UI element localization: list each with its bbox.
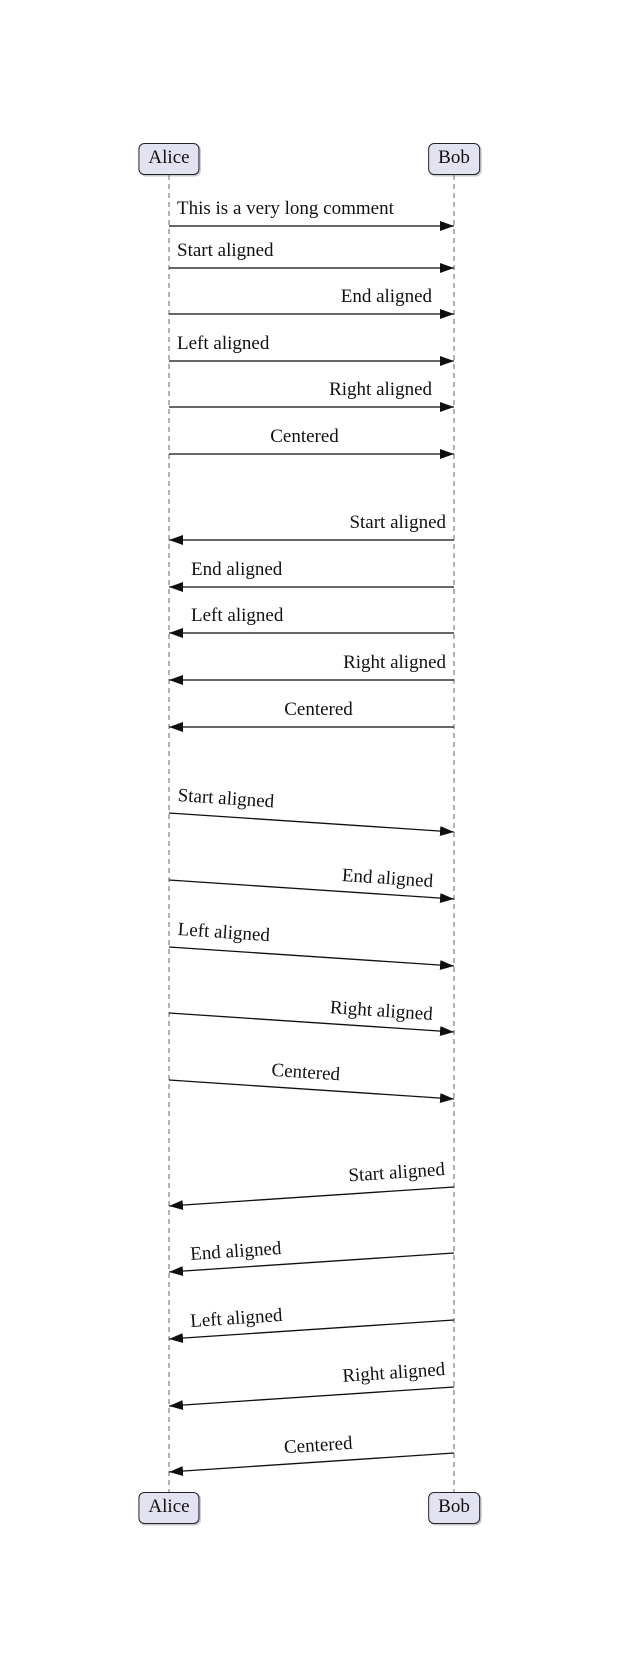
message-label: Right aligned [341, 1359, 446, 1387]
message-label: End aligned [340, 286, 432, 308]
message-label: Start aligned [348, 1159, 446, 1187]
participant-box-bob-bottom [428, 1492, 480, 1524]
message-label: Start aligned [177, 785, 275, 813]
message-label: Left aligned [177, 333, 270, 355]
message-label: Centered [284, 699, 353, 721]
message-arrow [169, 813, 454, 832]
message-label: Start aligned [177, 240, 274, 262]
message-label: End aligned [340, 865, 434, 893]
message-arrow [169, 947, 454, 966]
message-label: Centered [270, 1059, 341, 1085]
message-label: Right aligned [329, 379, 432, 401]
participant-name-alice: Alice [148, 147, 190, 168]
message-label: Right aligned [343, 652, 446, 674]
participant-box-alice-top [138, 143, 199, 175]
message-label: Right aligned [329, 997, 434, 1026]
message-label: This is a very long comment [177, 198, 394, 220]
participant-box-bob-top [428, 143, 480, 175]
participant-name-alice: Alice [148, 1496, 190, 1517]
message-label: Left aligned [191, 605, 284, 627]
participant-name-bob: Bob [438, 147, 470, 168]
message-label: End aligned [191, 559, 283, 581]
message-label: Start aligned [349, 512, 446, 534]
message-label: Left aligned [189, 1305, 284, 1333]
participant-name-bob: Bob [438, 1496, 470, 1517]
message-label: End aligned [189, 1238, 283, 1266]
message-label: Centered [282, 1432, 353, 1458]
message-arrow [169, 1187, 454, 1206]
message-arrow [169, 1387, 454, 1406]
message-label: Centered [270, 426, 339, 448]
message-label: Left aligned [177, 919, 271, 947]
participant-box-alice-bottom [138, 1492, 199, 1524]
